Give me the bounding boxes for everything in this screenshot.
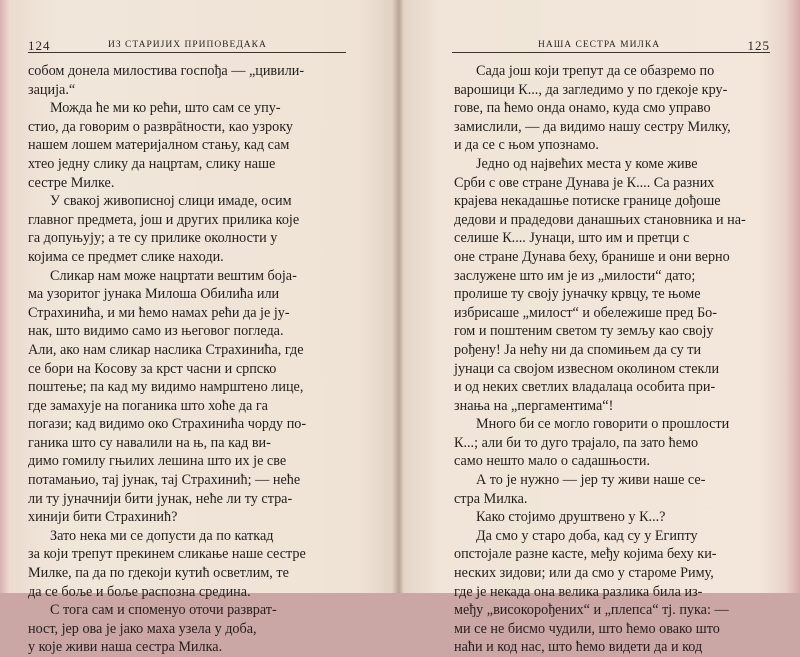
text-line: наћи и код нас, што ћемо видети да и код — [454, 639, 703, 656]
text-line: ганика што су навалили на њ, па кад ви- — [28, 434, 271, 451]
text-line: само нешто мало о садашњости. — [454, 453, 651, 470]
text-line: ма узоритог јунака Милоша Обилића или — [28, 286, 280, 303]
text-line: заслужене што им је из „милости“ дато; — [454, 267, 696, 284]
page-number: 124 — [28, 38, 51, 53]
text-line: У свакој живописној слици имаде, осим — [50, 193, 292, 210]
text-line: Милке, па да по гдекоји кутић осветлим, те — [28, 565, 289, 582]
text-line: у које живи наша сестра Милка. — [28, 639, 223, 656]
text-line: Сада још који трепут да се обазремо по — [476, 63, 715, 79]
text-line: опстојале разне касте, међу којима беху ки- — [454, 546, 717, 563]
page-number: 125 — [747, 38, 770, 53]
text-line: замислили, — да видимо нашу сестру Милку, — [454, 118, 731, 135]
text-line: хтео једну слику да нацртам, слику наше — [28, 155, 276, 172]
text-line: Много би се могло говорити о прошлости — [476, 416, 730, 433]
text-line: Можда ће ми ко рећи, што сам се упу- — [50, 100, 281, 117]
text-line: за који трепут прекинем сликање наше сестре — [28, 546, 306, 563]
text-line: ност, јер ова је јако маха узела у доба, — [28, 620, 257, 637]
left-page-header — [28, 30, 346, 53]
text-line: знања на „пергаментима“! — [454, 397, 614, 414]
text-line: хинији бити Страхинић? — [28, 509, 178, 526]
left-page — [0, 0, 398, 656]
text-line: којима се предмет слике находи. — [28, 248, 224, 265]
running-head: НАША СЕСТРА МИЛКА — [538, 40, 661, 50]
text-line: гом и поштеним светом ту земљу као своју — [454, 323, 714, 340]
text-line: где је некада она велика разлика била из- — [454, 583, 703, 600]
text-line: дедови и прадедови данашњих становника и на- — [454, 211, 746, 228]
text-line: да се боље и боље распозна средина. — [28, 583, 251, 600]
text-line: ли ту јуначнији бити јунак, неће ли ту стра- — [28, 490, 293, 507]
text-line: нак, што видимо само из његовог погледа. — [28, 323, 284, 340]
text-line: С тога сам и споменуо оточи разврат- — [50, 602, 277, 619]
text-line: где замахује на поганика што хоће да га — [28, 397, 268, 414]
text-line: стио, да говорим о разврātности, као узроку — [28, 118, 293, 135]
right-page — [402, 0, 800, 656]
text-line: Да смо у старо доба, кад су у Египту — [476, 527, 698, 544]
text-line: гове, па ћемо онда онамо, куда смо управо — [454, 100, 711, 117]
text-line: пролише ту своју јуначку крвцу, те њоме — [454, 286, 701, 303]
text-line: селише К.... Јунаци, што им и претци с — [454, 230, 690, 247]
text-line: поштење; па кад му видимо намрштено лице, — [28, 379, 304, 396]
text-line: га допуњују; а те су прилике околности у — [28, 230, 278, 247]
text-line: оне стране Дунава беху, бранише и они верно — [454, 248, 730, 265]
text-line: рођену! Ја нећу ни да спомињем да су ти — [454, 341, 702, 358]
text-line: Како стојимо друштвено у К...? — [476, 509, 666, 526]
text-line: Зато нека ми се допусти да по каткад — [50, 527, 274, 544]
text-line: међу „високорођених“ и „плепса“ тј. пука: — — [454, 602, 729, 619]
text-line: неских зидови; или да смо у староме Риму, — [454, 565, 714, 582]
text-line: нашем лошем материјалном стању, кад сам — [28, 137, 290, 154]
text-line: избрисаше „милост“ и обележише пред Бо- — [454, 304, 718, 321]
text-line: К...; али би то дуго трајало, па зато ћемо — [454, 434, 699, 451]
text-line: крајева некадашње потиске границе дођоше — [454, 193, 721, 210]
text-line: се бори на Косову за крст часни и српско — [28, 360, 277, 377]
right-page-body — [454, 62, 772, 657]
left-page-body — [28, 62, 348, 657]
text-line: Сликар нам може нацртати вештим боја- — [50, 267, 297, 284]
right-page-header — [452, 30, 770, 53]
text-line: димо гомилу гњилих лешина што их је све — [28, 453, 287, 470]
text-line: собом донела милостива госпођа — „цивили- — [28, 63, 305, 79]
text-line: сестре Милке. — [28, 174, 115, 191]
text-line: стра Милка. — [454, 490, 528, 507]
text-line: јунаци са својом извесном околином стекли — [454, 360, 720, 377]
text-line: ми се не бисмо чудили, што ћемо овако што — [454, 620, 720, 637]
text-line: Страхинића, и ми ћемо намах рећи да је ју- — [28, 304, 290, 321]
text-line: зација.“ — [28, 81, 76, 98]
text-line: варошици К..., да загледимо у по гдекоје кру- — [454, 81, 728, 98]
text-line: и од неких светлих владалаца особита при- — [454, 379, 716, 396]
text-line: Једно од највећих места у коме живе — [476, 155, 698, 172]
text-line: и да се с њом упознамо. — [454, 137, 599, 154]
text-line: главног предмета, још и других прилика које — [28, 211, 300, 228]
text-line: погази; кад видимо око Страхинића чорду по- — [28, 416, 307, 433]
text-line: Срби с ове стране Дунава је К.... Са разних — [454, 174, 715, 191]
text-line: А то је нужно — јер ту живи наше се- — [476, 472, 706, 489]
running-head: ИЗ СТАРИЈИХ ПРИПОВЕДАКА — [108, 40, 267, 50]
text-line: Али, ако нам сликар наслика Страхинића, где — [28, 341, 304, 358]
text-line: потамањио, тај јунак, тај Страхинић; — неће — [28, 472, 301, 489]
